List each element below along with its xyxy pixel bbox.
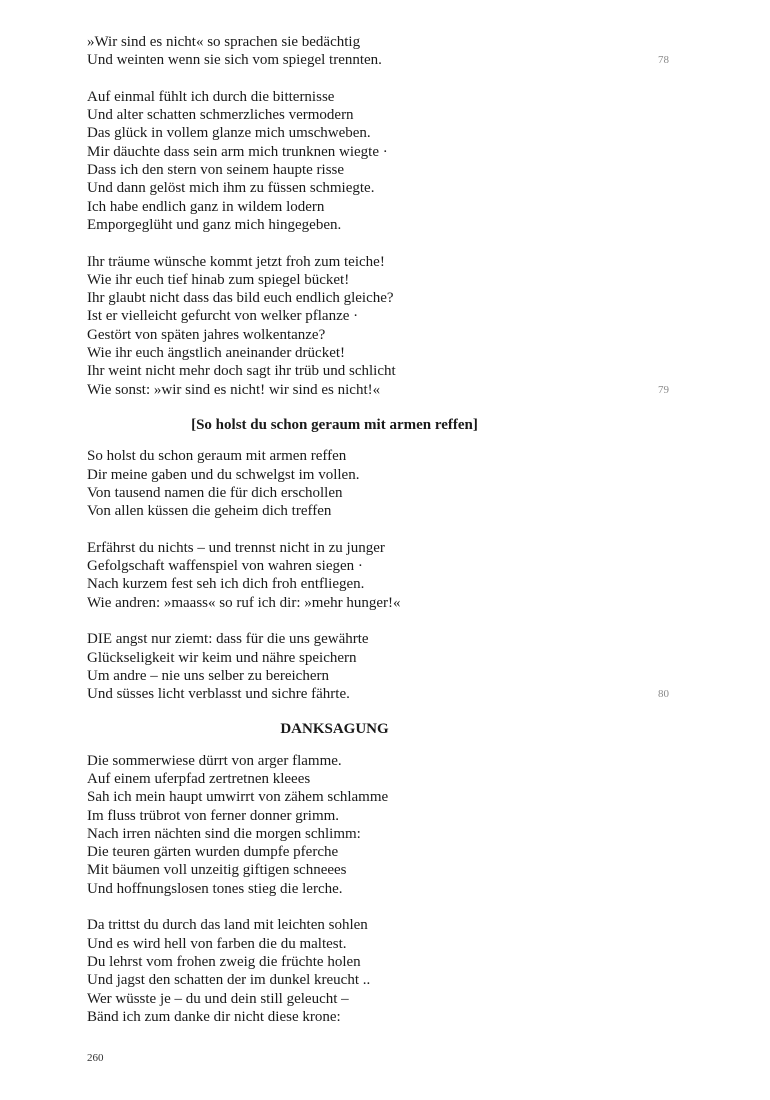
verse-line: Um andre – nie uns selber zu bereichern <box>87 667 329 684</box>
verse-line: Gefolgschaft waffenspiel von wahren siegen · <box>87 558 363 575</box>
verse-line: Sah ich mein haupt umwirrt von zähem schlamme <box>87 789 389 806</box>
verse-line: Und weinten wenn sie sich vom spiegel trennten. 78 <box>87 52 669 69</box>
verse-line: Und jagst den schatten der im dunkel kreucht .. <box>87 972 371 989</box>
verse-line: Erfährst du nichts – und trennst nicht in zu junger <box>87 539 385 556</box>
verse-line: Von allen küssen die geheim dich treffen <box>87 503 332 520</box>
verse-line: DIE angst nur ziemt: dass für die uns gewährte <box>87 631 369 648</box>
verse-line: Ich habe endlich ganz in wildem lodern <box>87 198 325 215</box>
verse-line: Bänd ich zum danke dir nicht diese krone: <box>87 1008 341 1025</box>
margin-number: 79 <box>658 383 669 396</box>
verse-line: Wie ihr euch tief hinab zum spiegel bücket! <box>87 271 350 288</box>
stanza <box>87 630 687 703</box>
margin-number: 78 <box>658 54 669 67</box>
verse-line: Und es wird hell von farben die du maltest. <box>87 935 347 952</box>
verse-line: So holst du schon geraum mit armen reffen <box>87 448 347 465</box>
verse-line: Wie sonst: »wir sind es nicht! wir sind es nicht!« 79 <box>87 381 669 398</box>
stanza <box>87 539 687 612</box>
verse-line: Nach irren nächten sind die morgen schlimm: <box>87 825 361 842</box>
verse-line: Die teuren gärten wurden dumpfe pferche <box>87 844 339 861</box>
verse-line: Ihr glaubt nicht dass das bild euch endlich gleiche? <box>87 290 394 307</box>
verse-line: Und hoffnungslosen tones stieg die lerche. <box>87 880 343 897</box>
stanza <box>87 447 687 520</box>
verse-line: Und dann gelöst mich ihm zu füssen schmiegte. <box>87 180 375 197</box>
stanza <box>87 33 687 70</box>
verse-line: Dir meine gaben und du schwelgst im vollen. <box>87 466 360 483</box>
poem-title: [So holst du schon geraum mit armen reffen] <box>191 416 478 433</box>
verse-line: Emporgeglüht und ganz mich hingegeben. <box>87 216 342 233</box>
verse-line: Gestört von späten jahres wolkentanze? <box>87 326 326 343</box>
verse-line: Mir däuchte dass sein arm mich trunknen wiegte · <box>87 143 388 160</box>
verse-line: Von tausend namen die für dich erschollen <box>87 484 343 501</box>
verse-line: Dass ich den stern von seinem haupte risse <box>87 162 345 179</box>
verse-line: »Wir sind es nicht« so sprachen sie bedächtig <box>87 34 361 50</box>
verse-line: Du lehrst vom frohen zweig die früchte holen <box>87 953 361 970</box>
verse-line: Wie ihr euch ängstlich aneinander drücket! <box>87 345 346 362</box>
verse-line: Und alter schatten schmerzliches vermodern <box>87 107 354 124</box>
stanza <box>87 916 687 1026</box>
verse-line: Da trittst du durch das land mit leichten sohlen <box>87 917 368 934</box>
verse-line: Glückseligkeit wir keim und nähre speichern <box>87 649 357 666</box>
verse-line: Wie andren: »maass« so ruf ich dir: »mehr hunger!« <box>87 594 401 611</box>
verse-line: Ihr träume wünsche kommt jetzt froh zum teiche! <box>87 253 385 270</box>
verse-line: Auf einem uferpfad zertretnen kleees <box>87 770 311 787</box>
page-content <box>87 33 687 1026</box>
verse-line: Und süsses licht verblasst und sichre fährte. 80 <box>87 686 669 703</box>
verse-line: Das glück in vollem glanze mich umschweben. <box>87 125 371 142</box>
stanza <box>87 752 687 898</box>
verse-line: Ihr weint nicht mehr doch sagt ihr trüb und schlicht <box>87 363 396 380</box>
verse-line: Auf einmal fühlt ich durch die bitternisse <box>87 88 335 105</box>
stanza <box>87 88 687 234</box>
verse-line: Die sommerwiese dürrt von arger flamme. <box>87 752 342 769</box>
page-number: 260 <box>87 1052 104 1064</box>
verse-line: Ist er vielleicht gefurcht von welker pflanze · <box>87 308 359 325</box>
stanza <box>87 253 687 399</box>
margin-number: 80 <box>658 688 669 701</box>
poem-title: DANKSAGUNG <box>280 721 389 738</box>
verse-line: Im fluss trübrot von ferner donner grimm. <box>87 807 340 824</box>
verse-line: Nach kurzem fest seh ich dich froh entfliegen. <box>87 576 365 593</box>
verse-line: Mit bäumen voll unzeitig giftigen schneees <box>87 862 347 879</box>
verse-line: Wer wüsste je – du und dein still geleucht – <box>87 990 349 1007</box>
